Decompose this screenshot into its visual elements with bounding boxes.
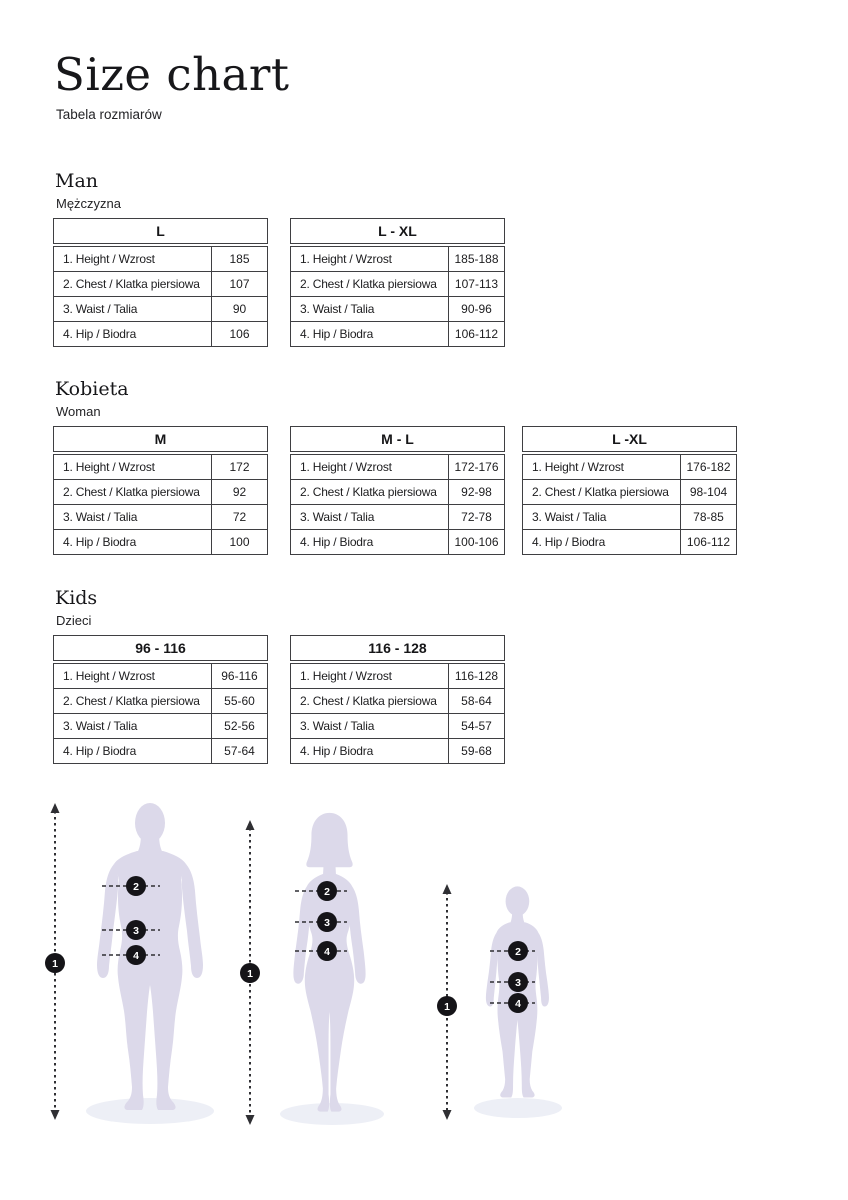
row-label: 4. Hip / Biodra [532,535,606,549]
table-row [291,247,504,271]
size-table-kids-116-128 [290,635,505,764]
table-row [54,321,267,346]
table-row [291,321,504,346]
section-kids-heading: Kids [55,587,98,609]
size-table-body [53,663,268,764]
marker-label: 3 [515,977,521,989]
marker-label: 3 [324,917,330,929]
row-value: 90-96 [448,297,504,321]
marker-label: 2 [515,946,521,958]
table-row [291,479,504,504]
figure-shadow [474,1098,562,1118]
section-woman-subheading: Woman [56,404,101,419]
marker-label: 4 [324,946,330,958]
row-label: 2. Chest / Klatka piersiowa [63,485,200,499]
row-label: 4. Hip / Biodra [63,535,137,549]
size-table-header: L -XL [522,426,737,452]
size-table-body [290,246,505,347]
row-value: 52-56 [211,714,267,738]
row-label: 2. Chest / Klatka piersiowa [63,694,200,708]
man-measurement-figure [40,795,230,1140]
table-row [54,247,267,271]
size-table-header: M - L [290,426,505,452]
marker-label: 2 [133,881,139,893]
row-label: 1. Height / Wzrost [532,460,624,474]
size-table-body [522,454,737,555]
section-man-subheading: Mężczyzna [56,196,122,211]
row-label: 1. Height / Wzrost [63,460,155,474]
row-label: 4. Hip / Biodra [300,535,374,549]
marker-label: 4 [133,950,139,962]
page-title: Size chart [54,48,290,101]
table-row [523,479,736,504]
row-value: 72 [211,505,267,529]
table-row [54,271,267,296]
row-label: 3. Waist / Talia [300,510,375,524]
table-row [54,479,267,504]
marker-circles [45,876,146,973]
woman-silhouette [293,813,365,1112]
row-label: 2. Chest / Klatka piersiowa [300,694,437,708]
row-label: 1. Height / Wzrost [300,460,392,474]
row-value: 172-176 [448,455,504,479]
size-table-woman-m [53,426,268,555]
row-value: 172 [211,455,267,479]
section-man-heading: Man [55,170,99,192]
size-table-header: L - XL [290,218,505,244]
table-row [291,455,504,479]
row-value: 92 [211,480,267,504]
marker-label: 3 [133,925,139,937]
row-label: 2. Chest / Klatka piersiowa [532,485,669,499]
row-label: 3. Waist / Talia [63,302,138,316]
row-label: 4. Hip / Biodra [300,744,374,758]
marker-label: 4 [515,998,521,1010]
table-row [523,504,736,529]
row-value: 107 [211,272,267,296]
size-table-man-l-xl [290,218,505,347]
markers [437,941,528,1016]
row-value: 57-64 [211,739,267,763]
row-label: 2. Chest / Klatka piersiowa [300,277,437,291]
row-value: 107-113 [448,272,504,296]
row-label: 3. Waist / Talia [532,510,607,524]
row-value: 92-98 [448,480,504,504]
table-row [291,504,504,529]
row-value: 96-116 [211,664,267,688]
page-subtitle: Tabela rozmiarów [56,107,162,122]
table-row [291,529,504,554]
size-table-man-l [53,218,268,347]
row-label: 3. Waist / Talia [63,719,138,733]
row-label: 2. Chest / Klatka piersiowa [63,277,200,291]
child-measurement-figure [430,880,580,1135]
size-table-body [53,246,268,347]
size-table-body [290,454,505,555]
row-value: 72-78 [448,505,504,529]
row-value: 100-106 [448,530,504,554]
table-row [291,738,504,763]
table-row [291,271,504,296]
row-label: 1. Height / Wzrost [300,669,392,683]
row-value: 185-188 [448,247,504,271]
row-label: 4. Hip / Biodra [63,744,137,758]
table-row [54,738,267,763]
row-value: 98-104 [680,480,736,504]
row-value: 106-112 [448,322,504,346]
size-table-woman-l-xl [522,426,737,555]
table-row [54,529,267,554]
row-label: 1. Height / Wzrost [300,252,392,266]
row-label: 3. Waist / Talia [63,510,138,524]
marker-label: 1 [52,958,58,970]
man-silhouette [97,803,203,1110]
marker-label: 1 [247,968,253,980]
table-row [54,455,267,479]
row-value: 176-182 [680,455,736,479]
row-value: 106 [211,322,267,346]
section-woman-heading: Kobieta [55,378,129,400]
section-kids-subheading: Dzieci [56,613,92,628]
table-row [523,529,736,554]
row-value: 100 [211,530,267,554]
size-table-woman-m-l [290,426,505,555]
table-row [54,664,267,688]
table-row [291,713,504,738]
row-value: 185 [211,247,267,271]
table-row [523,455,736,479]
size-table-header: L [53,218,268,244]
size-table-header: M [53,426,268,452]
row-label: 4. Hip / Biodra [300,327,374,341]
size-table-header: 96 - 116 [53,635,268,661]
table-row [291,664,504,688]
size-table-body [53,454,268,555]
row-value: 106-112 [680,530,736,554]
marker-label: 2 [324,886,330,898]
table-row [54,688,267,713]
row-label: 4. Hip / Biodra [63,327,137,341]
row-value: 59-68 [448,739,504,763]
row-label: 2. Chest / Klatka piersiowa [300,485,437,499]
row-label: 1. Height / Wzrost [63,252,155,266]
row-value: 78-85 [680,505,736,529]
row-value: 54-57 [448,714,504,738]
size-table-body [290,663,505,764]
table-row [291,688,504,713]
table-row [54,713,267,738]
row-label: 1. Height / Wzrost [63,669,155,683]
row-label: 3. Waist / Talia [300,719,375,733]
figure-shadow [86,1098,214,1124]
table-row [291,296,504,321]
woman-measurement-figure [235,805,395,1135]
row-value: 55-60 [211,689,267,713]
marker-label: 1 [444,1001,450,1013]
size-table-header: 116 - 128 [290,635,505,661]
table-row [54,296,267,321]
row-value: 90 [211,297,267,321]
table-row [54,504,267,529]
markers [45,876,146,973]
row-value: 116-128 [448,664,504,688]
size-table-kids-96-116 [53,635,268,764]
row-value: 58-64 [448,689,504,713]
row-label: 3. Waist / Talia [300,302,375,316]
